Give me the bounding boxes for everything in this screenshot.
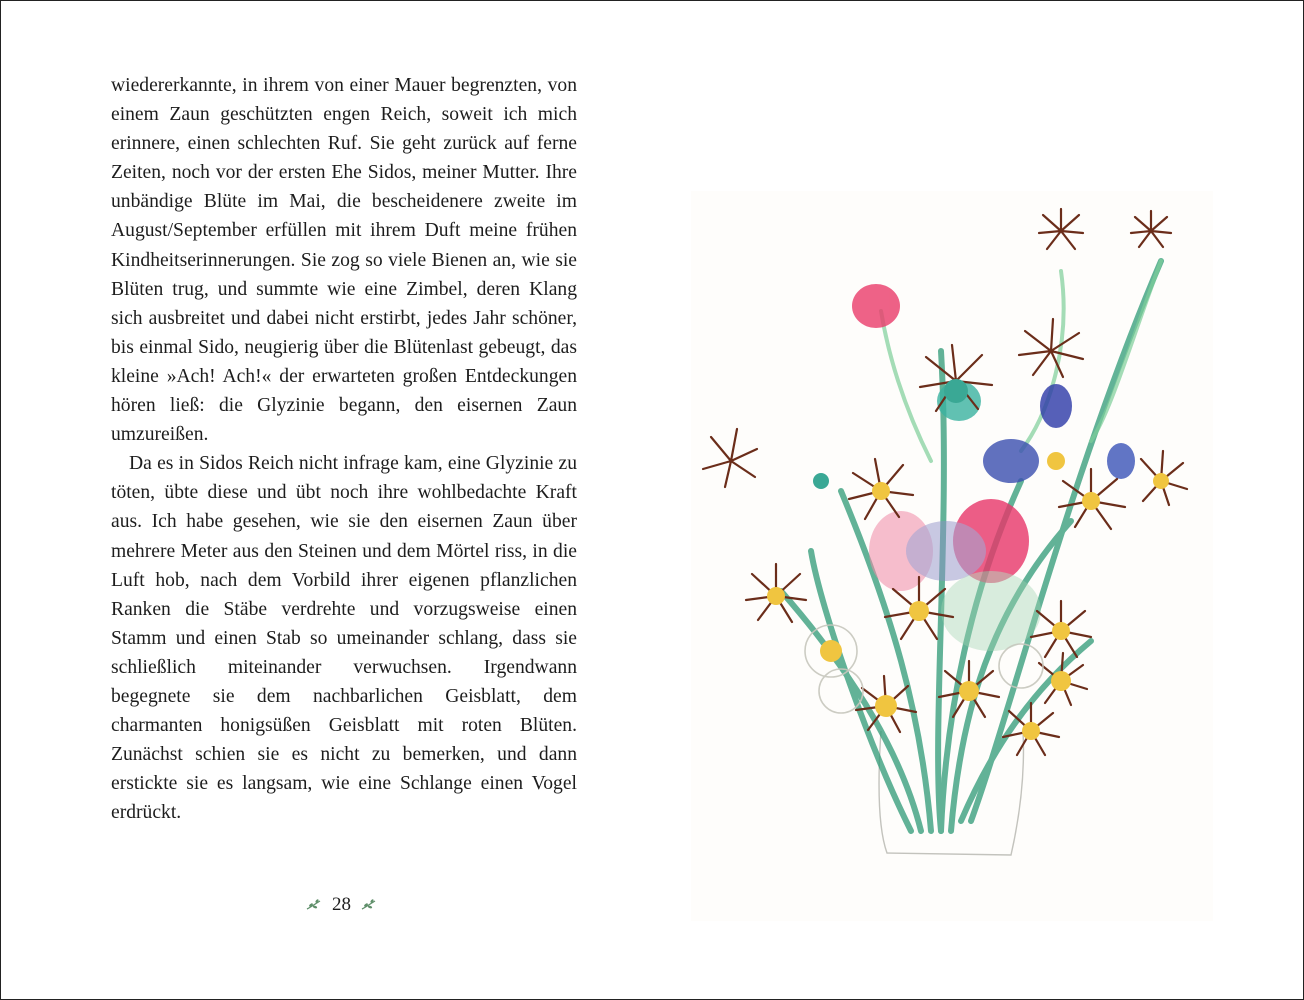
leaf-sprig-icon — [361, 898, 377, 912]
left-page — [111, 71, 577, 827]
leaf-sprig-icon — [306, 898, 322, 912]
vase-outline — [879, 731, 1024, 855]
paragraph: Da es in Sidos Reich nicht infrage kam, eine Glyzinie zu töten, übte diese und übt noch ihre wohlbedachte Kraft aus. Ich habe gesehen, wie sie den eisernen Zaun über mehrere Meter aus den Steinen und dem Mörtel riss, in die Luft hob, nach dem Vorbild ihrer eigenen pflanzlichen Ranken die Stäbe verdrehte und vorzugsweise einen Stamm und einen Stab so umeinander schlang, dass sie schließlich miteinander verwuchsen. Irgendwann begegnete sie dem nachbarlichen Geisblatt, dem charmanten honigsüßen Geisblatt mit roten Blüten. Zunächst schien sie es nicht zu bemerken, und dann erstickte sie es langsam, wie eine Schlange einen Vogel erdrückt. — [111, 453, 577, 824]
page-number: 28 — [332, 894, 351, 915]
color-washes — [852, 284, 1135, 651]
bouquet-drawing — [691, 191, 1213, 921]
flower-bouquet-illustration — [691, 191, 1213, 921]
page-folio — [306, 894, 377, 916]
paragraph: wiedererkannte, in ihrem von einer Mauer begrenzten, von einem Zaun geschützten engen Reich, soweit ich mich erinnere, einen schlechten Ruf. Sie geht zurück auf ferne Zeiten, noch vor der ersten Ehe Sidos, meiner Mutter. Ihre unbändige Blüte im Mai, die bescheidenere zweite im August/September erfüllen mit ihrem Duft meine frühen Kindheitserinnerungen. Sie zog so viele Bienen an, wie sie Blüten trug, und summte wie eine Zimbel, deren Klang sich ausbreitet und dabei nicht erstirbt, jedes Jahr schöner, bis einmal Sido, neugierig über die Blütenlast gebeugt, das kleine »Ach! Ach!« der erwarteten großen Entdeckungen hören ließ: die Glyzinie begann, den eisernen Zaun umzureißen. — [111, 75, 577, 446]
body-text — [111, 71, 577, 827]
